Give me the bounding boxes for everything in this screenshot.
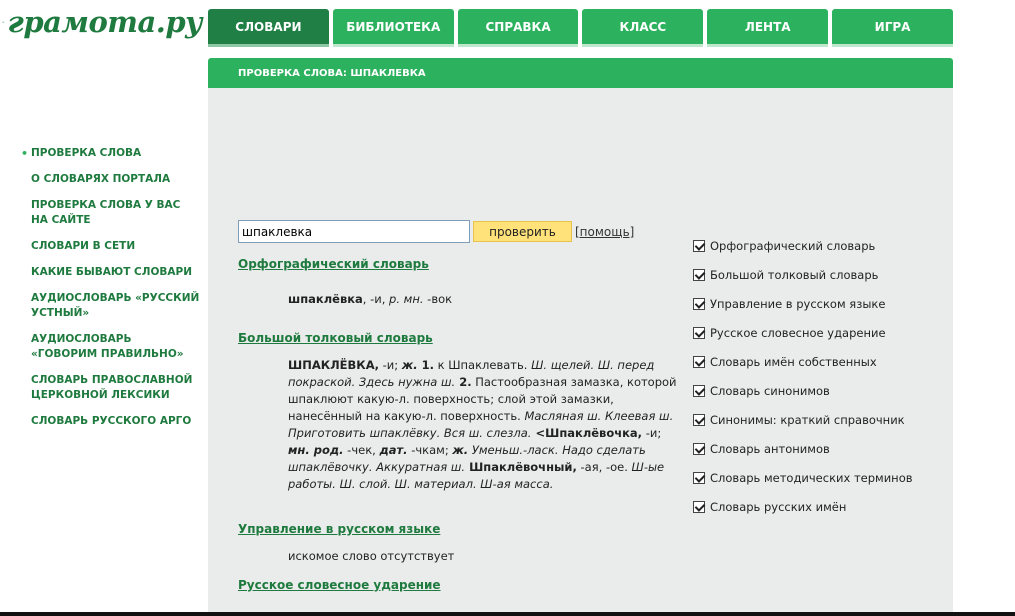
tolk-example: Ш. щелей. Ш. перед покраской. Здесь нужна ш. <box>288 358 655 389</box>
sidebar-item-label: АУДИОСЛОВАРЬ «РУССКИЙ УСТНЫЙ» <box>31 292 200 319</box>
sidebar-item-dictionary-types[interactable] <box>0 265 200 280</box>
checkbox-udar[interactable] <box>693 318 933 347</box>
checkbox-checked-icon[interactable] <box>693 240 705 252</box>
sidebar-item-label: О СЛОВАРЯХ ПОРТАЛА <box>31 173 171 185</box>
tolk-grammar: мн. род. <box>288 443 344 457</box>
orfo-entry <box>288 291 678 308</box>
tolk-entry <box>288 357 678 493</box>
page-title: ПРОВЕРКА СЛОВА: ШПАКЛЕВКА <box>238 67 426 79</box>
tolk-text: -и; <box>378 358 402 372</box>
tolk-example: Ш-ые работы. Ш. слой. Ш. материал. Ш-ая масса. <box>288 460 665 491</box>
tolk-grammar: дат. <box>379 443 408 457</box>
tab-reference[interactable]: СПРАВКА <box>458 9 579 47</box>
checkbox-method-terms[interactable] <box>693 463 933 492</box>
tolk-dictionary-link[interactable]: Большой толковый словарь <box>238 331 433 345</box>
sidebar-item-audio-russian-oral[interactable] <box>0 291 200 321</box>
checkbox-checked-icon[interactable] <box>693 356 705 368</box>
sidebar-item-label: АУДИОСЛОВАРЬ «ГОВОРИМ ПРАВИЛЬНО» <box>31 333 184 360</box>
sidebar-item-label: КАКИЕ БЫВАЮТ СЛОВАРИ <box>31 266 193 278</box>
tolk-text: -и; <box>642 426 662 440</box>
checkbox-label: Словарь русских имён <box>710 499 847 514</box>
sidebar-item-label: СЛОВАРЬ ПРАВОСЛАВНОЙ ЦЕРКОВНОЙ ЛЕКСИКИ <box>31 374 193 401</box>
checkbox-checked-icon[interactable] <box>693 443 705 455</box>
active-bullet-icon: • <box>21 147 29 160</box>
checkbox-synonyms-short[interactable] <box>693 405 933 434</box>
tolk-subentry: <Шпаклёвочка, <box>531 426 643 440</box>
sidebar-item-label: СЛОВАРИ В СЕТИ <box>31 240 136 252</box>
checkbox-checked-icon[interactable] <box>693 298 705 310</box>
checkbox-checked-icon[interactable] <box>693 327 705 339</box>
checkbox-label: Синонимы: краткий справочник <box>710 412 905 427</box>
sidebar-item-orthodox-lexicon[interactable] <box>0 373 200 403</box>
orfo-text: , -и, <box>362 292 390 306</box>
tolk-example: Масляная ш. Клеевая ш. Приготовить шпаклёвку. Вся ш. слезла. <box>288 409 674 440</box>
tolk-text: к Шпаклевать. <box>433 358 532 372</box>
sidebar-item-word-check[interactable] <box>0 146 200 161</box>
tolk-subentry: Шпаклёвочный, <box>465 460 577 474</box>
checkbox-antonyms[interactable] <box>693 434 933 463</box>
tab-game[interactable]: ИГРА <box>832 9 953 47</box>
checkbox-russian-names[interactable] <box>693 492 933 521</box>
sidebar-item-online-dictionaries[interactable] <box>0 239 200 254</box>
result-upr <box>238 522 678 565</box>
page-title-bar <box>208 58 953 88</box>
checkbox-label: Управление в русском языке <box>710 296 886 311</box>
checkbox-label: Русское словесное ударение <box>710 325 886 340</box>
results-area <box>238 257 678 592</box>
sidebar-menu <box>0 146 200 440</box>
checkbox-proper-names[interactable] <box>693 347 933 376</box>
tolk-sense-number: 2. <box>455 375 472 389</box>
help-link[interactable]: [помощь] <box>575 224 635 239</box>
orfo-text: -вок <box>423 292 453 306</box>
sidebar-item-russian-argot[interactable] <box>0 414 200 429</box>
checkbox-synonyms[interactable] <box>693 376 933 405</box>
search-form <box>238 220 634 243</box>
checkbox-label: Словарь имён собственных <box>710 354 877 369</box>
udar-dictionary-link[interactable]: Русское словесное ударение <box>238 578 441 592</box>
checkbox-label: Словарь методических терминов <box>710 470 913 485</box>
sidebar-item-audio-speak-correctly[interactable] <box>0 332 200 362</box>
orfo-dictionary-link[interactable]: Орфографический словарь <box>238 257 429 271</box>
checkbox-orfo[interactable] <box>693 231 933 260</box>
tab-feed[interactable]: ЛЕНТА <box>707 9 828 47</box>
site-logo[interactable] <box>2 2 202 42</box>
checkbox-checked-icon[interactable] <box>693 472 705 484</box>
result-orfo <box>238 257 678 308</box>
tolk-example: Уменьш.-ласк. Надо сделать шпаклёвочку. Аккуратная ш. <box>288 443 646 474</box>
tolk-headword: ШПАКЛЁВКА, <box>288 358 379 372</box>
tab-class[interactable]: КЛАСС <box>582 9 703 47</box>
sidebar-item-about-dictionaries[interactable] <box>0 172 200 187</box>
tolk-text: -ая, -ое. <box>576 460 632 474</box>
checkbox-label: Словарь синонимов <box>710 383 830 398</box>
bottom-edge-divider <box>0 612 1015 616</box>
result-udar <box>238 578 678 592</box>
checkbox-checked-icon[interactable] <box>693 501 705 513</box>
sidebar-item-label: ПРОВЕРКА СЛОВА <box>31 147 142 159</box>
sidebar-item-label: ПРОВЕРКА СЛОВА У ВАС НА САЙТЕ <box>31 199 181 226</box>
tolk-text: Пастообразная замазка, которой шпаклюют какую-л. поверхность; слой этой замазки, нанесённый на какую-л. поверхность. <box>288 375 677 423</box>
checkbox-label: Большой толковый словарь <box>710 267 879 282</box>
checkbox-upr[interactable] <box>693 289 933 318</box>
tolk-text: -чкам; <box>407 443 453 457</box>
snail-logo-icon <box>2 4 5 40</box>
tolk-grammar: ж. <box>401 358 418 372</box>
result-tolk <box>238 331 678 493</box>
main-nav <box>208 9 953 47</box>
checkbox-checked-icon[interactable] <box>693 269 705 281</box>
tolk-grammar: ж. <box>452 443 469 457</box>
search-input[interactable] <box>238 220 470 243</box>
sidebar-item-label: СЛОВАРЬ РУССКОГО АРГО <box>31 415 192 427</box>
tolk-sense-number: 1. <box>417 358 434 372</box>
orfo-headword: шпаклёвка <box>288 292 363 306</box>
tab-dictionaries[interactable]: СЛОВАРИ <box>208 9 329 47</box>
checkbox-label: Орфографический словарь <box>710 238 876 253</box>
orfo-grammar: р. мн. <box>389 292 424 306</box>
checkbox-tolk[interactable] <box>693 260 933 289</box>
check-button[interactable]: проверить <box>473 221 572 242</box>
logo-text: грамота.ру <box>7 4 202 39</box>
checkbox-checked-icon[interactable] <box>693 385 705 397</box>
dictionary-checklist <box>693 231 933 521</box>
upr-entry: искомое слово отсутствует <box>288 549 455 563</box>
checkbox-label: Словарь антонимов <box>710 441 830 456</box>
tolk-text: -чек, <box>343 443 380 457</box>
sidebar-item-word-check-on-site[interactable] <box>0 198 200 228</box>
checkbox-checked-icon[interactable] <box>693 414 705 426</box>
upr-dictionary-link[interactable]: Управление в русском языке <box>238 522 441 536</box>
tab-library[interactable]: БИБЛИОТЕКА <box>333 9 454 47</box>
